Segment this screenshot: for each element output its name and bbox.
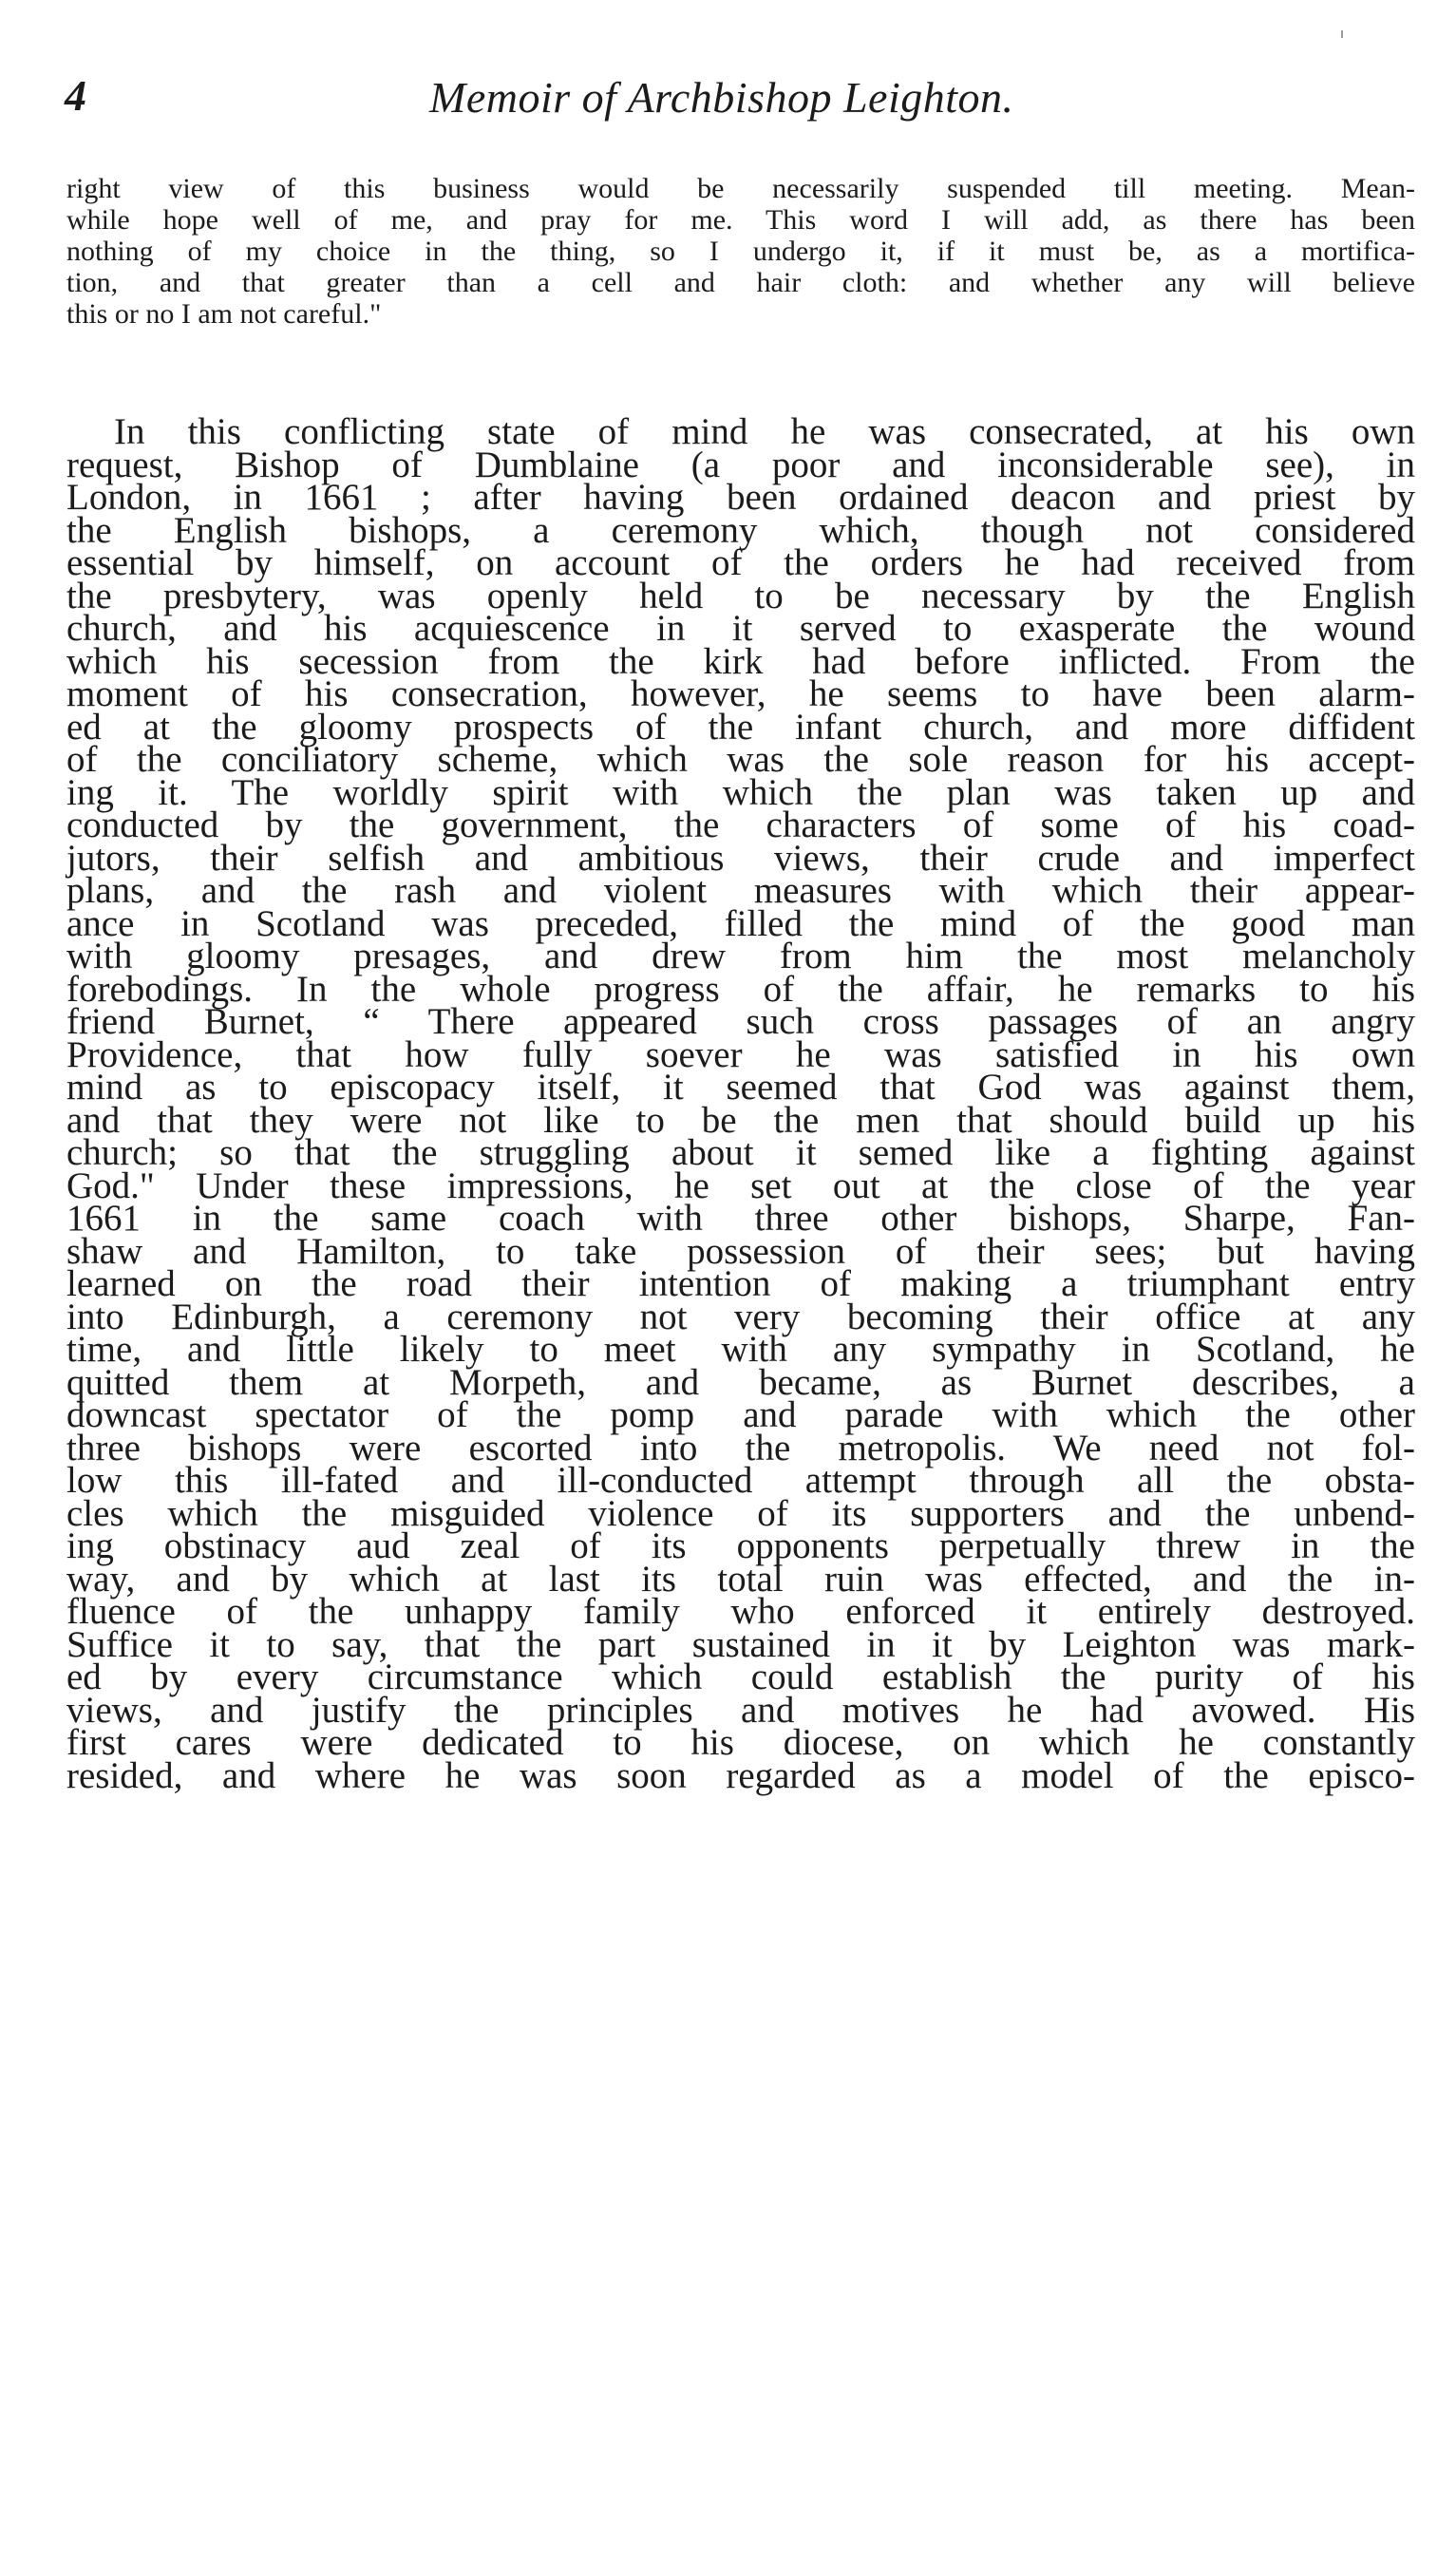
body-line: conducted by the government, the characters of some of his coad- — [66, 805, 1415, 845]
body-line: Suffice it to say, that the part sustained in it by Leighton was mark- — [66, 1623, 1415, 1665]
page-header — [61, 66, 1409, 133]
body-line: London, in 1661 ; after having been ordained deacon and priest by — [66, 477, 1415, 518]
body-line: first cares were dedicated to his diocese, on which he constantly — [66, 1722, 1415, 1763]
body-line: with gloomy presages, and drew from him the most melancholy — [66, 936, 1415, 976]
body-line: learned on the road their intention of making a triumphant entry — [66, 1263, 1415, 1304]
body-line: ing it. The worldly spirit with which the plan was taken up and — [66, 771, 1415, 813]
body-line: God." Under these impressions, he set out at the close of the year — [66, 1165, 1415, 1206]
quote-line: tion, and that greater than a cell and hair cloth: and whether any will believe — [66, 267, 1415, 298]
body-line: plans, and the rash and violent measures with which their appear- — [66, 870, 1415, 911]
running-title: Memoir of Archbishop Leighton. — [429, 73, 1014, 122]
body-line: ed by every circumstance which could establish the purity of his — [66, 1657, 1415, 1697]
body-line: ed at the gloomy prospects of the infant church, and more diffident — [66, 706, 1415, 748]
body-line: into Edinburgh, a ceremony not very becoming their office at any — [66, 1296, 1415, 1337]
body-line: request, Bishop of Dumblaine (a poor and inconsiderable see), in — [66, 444, 1415, 485]
body-line: cles which the misguided violence of its supporters and the unbend- — [66, 1492, 1415, 1534]
body-line: church; so that the struggling about it semed like a fighting against — [66, 1132, 1415, 1173]
body-line: mind as to episcopacy itself, it seemed that God was against them, — [66, 1067, 1415, 1108]
body-line: of the conciliatory scheme, which was the sole reason for his accept- — [66, 739, 1415, 780]
body-line: quitted them at Morpeth, and became, as Burnet describes, a — [66, 1361, 1415, 1403]
body-line: fluence of the unhappy family who enforced it entirely destroyed. — [66, 1591, 1415, 1632]
body-line: which his secession from the kirk had before inflicted. From the — [66, 640, 1415, 682]
body-line: In this conflicting state of mind he was consecrated, at his own — [114, 411, 1415, 452]
body-line: and that they were not like to be the men that should build up his — [66, 1099, 1415, 1141]
quote-line: while hope well of me, and pray for me. This word I will add, as there has been — [66, 204, 1415, 236]
body-line: ance in Scotland was preceded, filled the mind of the good man — [66, 902, 1415, 944]
body-line: resided, and where he was soon regarded as a model of the episco- — [66, 1754, 1415, 1796]
body-line: way, and by which at last its total ruin was effected, and the in- — [66, 1558, 1415, 1600]
scan-mark — [1341, 30, 1343, 38]
quote-line: right view of this business would be necessarily suspended till meeting. Mean- — [66, 173, 1415, 204]
body-line: shaw and Hamilton, to take possession of their sees; but having — [66, 1230, 1415, 1272]
body-line: friend Burnet, “ There appeared such cross passages of an angry — [66, 1001, 1415, 1042]
body-line: the English bishops, a ceremony which, though not considered — [66, 509, 1415, 551]
body-line: moment of his consecration, however, he seems to have been alarm- — [66, 673, 1415, 714]
quote-line: this or no I am not careful." — [66, 298, 382, 330]
body-line: church, and his acquiescence in it served to exasperate the wound — [66, 608, 1415, 649]
body-line: jutors, their selfish and ambitious views, their crude and imperfect — [66, 837, 1415, 879]
body-line: Providence, that how fully soever he was satisfied in his own — [66, 1033, 1415, 1075]
body-line: 1661 in the same coach with three other bishops, Sharpe, Fan- — [66, 1198, 1415, 1239]
body-line: forebodings. In the whole progress of the affair, he remarks to his — [66, 968, 1415, 1010]
body-line: three bishops were escorted into the metropolis. We need not fol- — [66, 1427, 1415, 1468]
body-line: essential by himself, on account of the orders he had received from — [66, 542, 1415, 583]
body-paragraph — [66, 411, 1415, 1796]
body-line: the presbytery, was openly held to be necessary by the English — [66, 575, 1415, 616]
quote-line: nothing of my choice in the thing, so I undergo it, if it must be, as a mortifica- — [66, 236, 1415, 267]
page-number: 4 — [65, 71, 86, 120]
quoted-letter-block — [66, 173, 1415, 330]
body-line: ing obstinacy aud zeal of its opponents perpetually threw in the — [66, 1525, 1415, 1566]
body-line: downcast spectator of the pomp and parade with which the other — [66, 1394, 1415, 1435]
body-line: low this ill-fated and ill-conducted attempt through all the obsta- — [66, 1460, 1415, 1501]
body-line: views, and justify the principles and motives he had avowed. His — [66, 1689, 1415, 1731]
body-line: time, and little likely to meet with any sympathy in Scotland, he — [66, 1329, 1415, 1370]
